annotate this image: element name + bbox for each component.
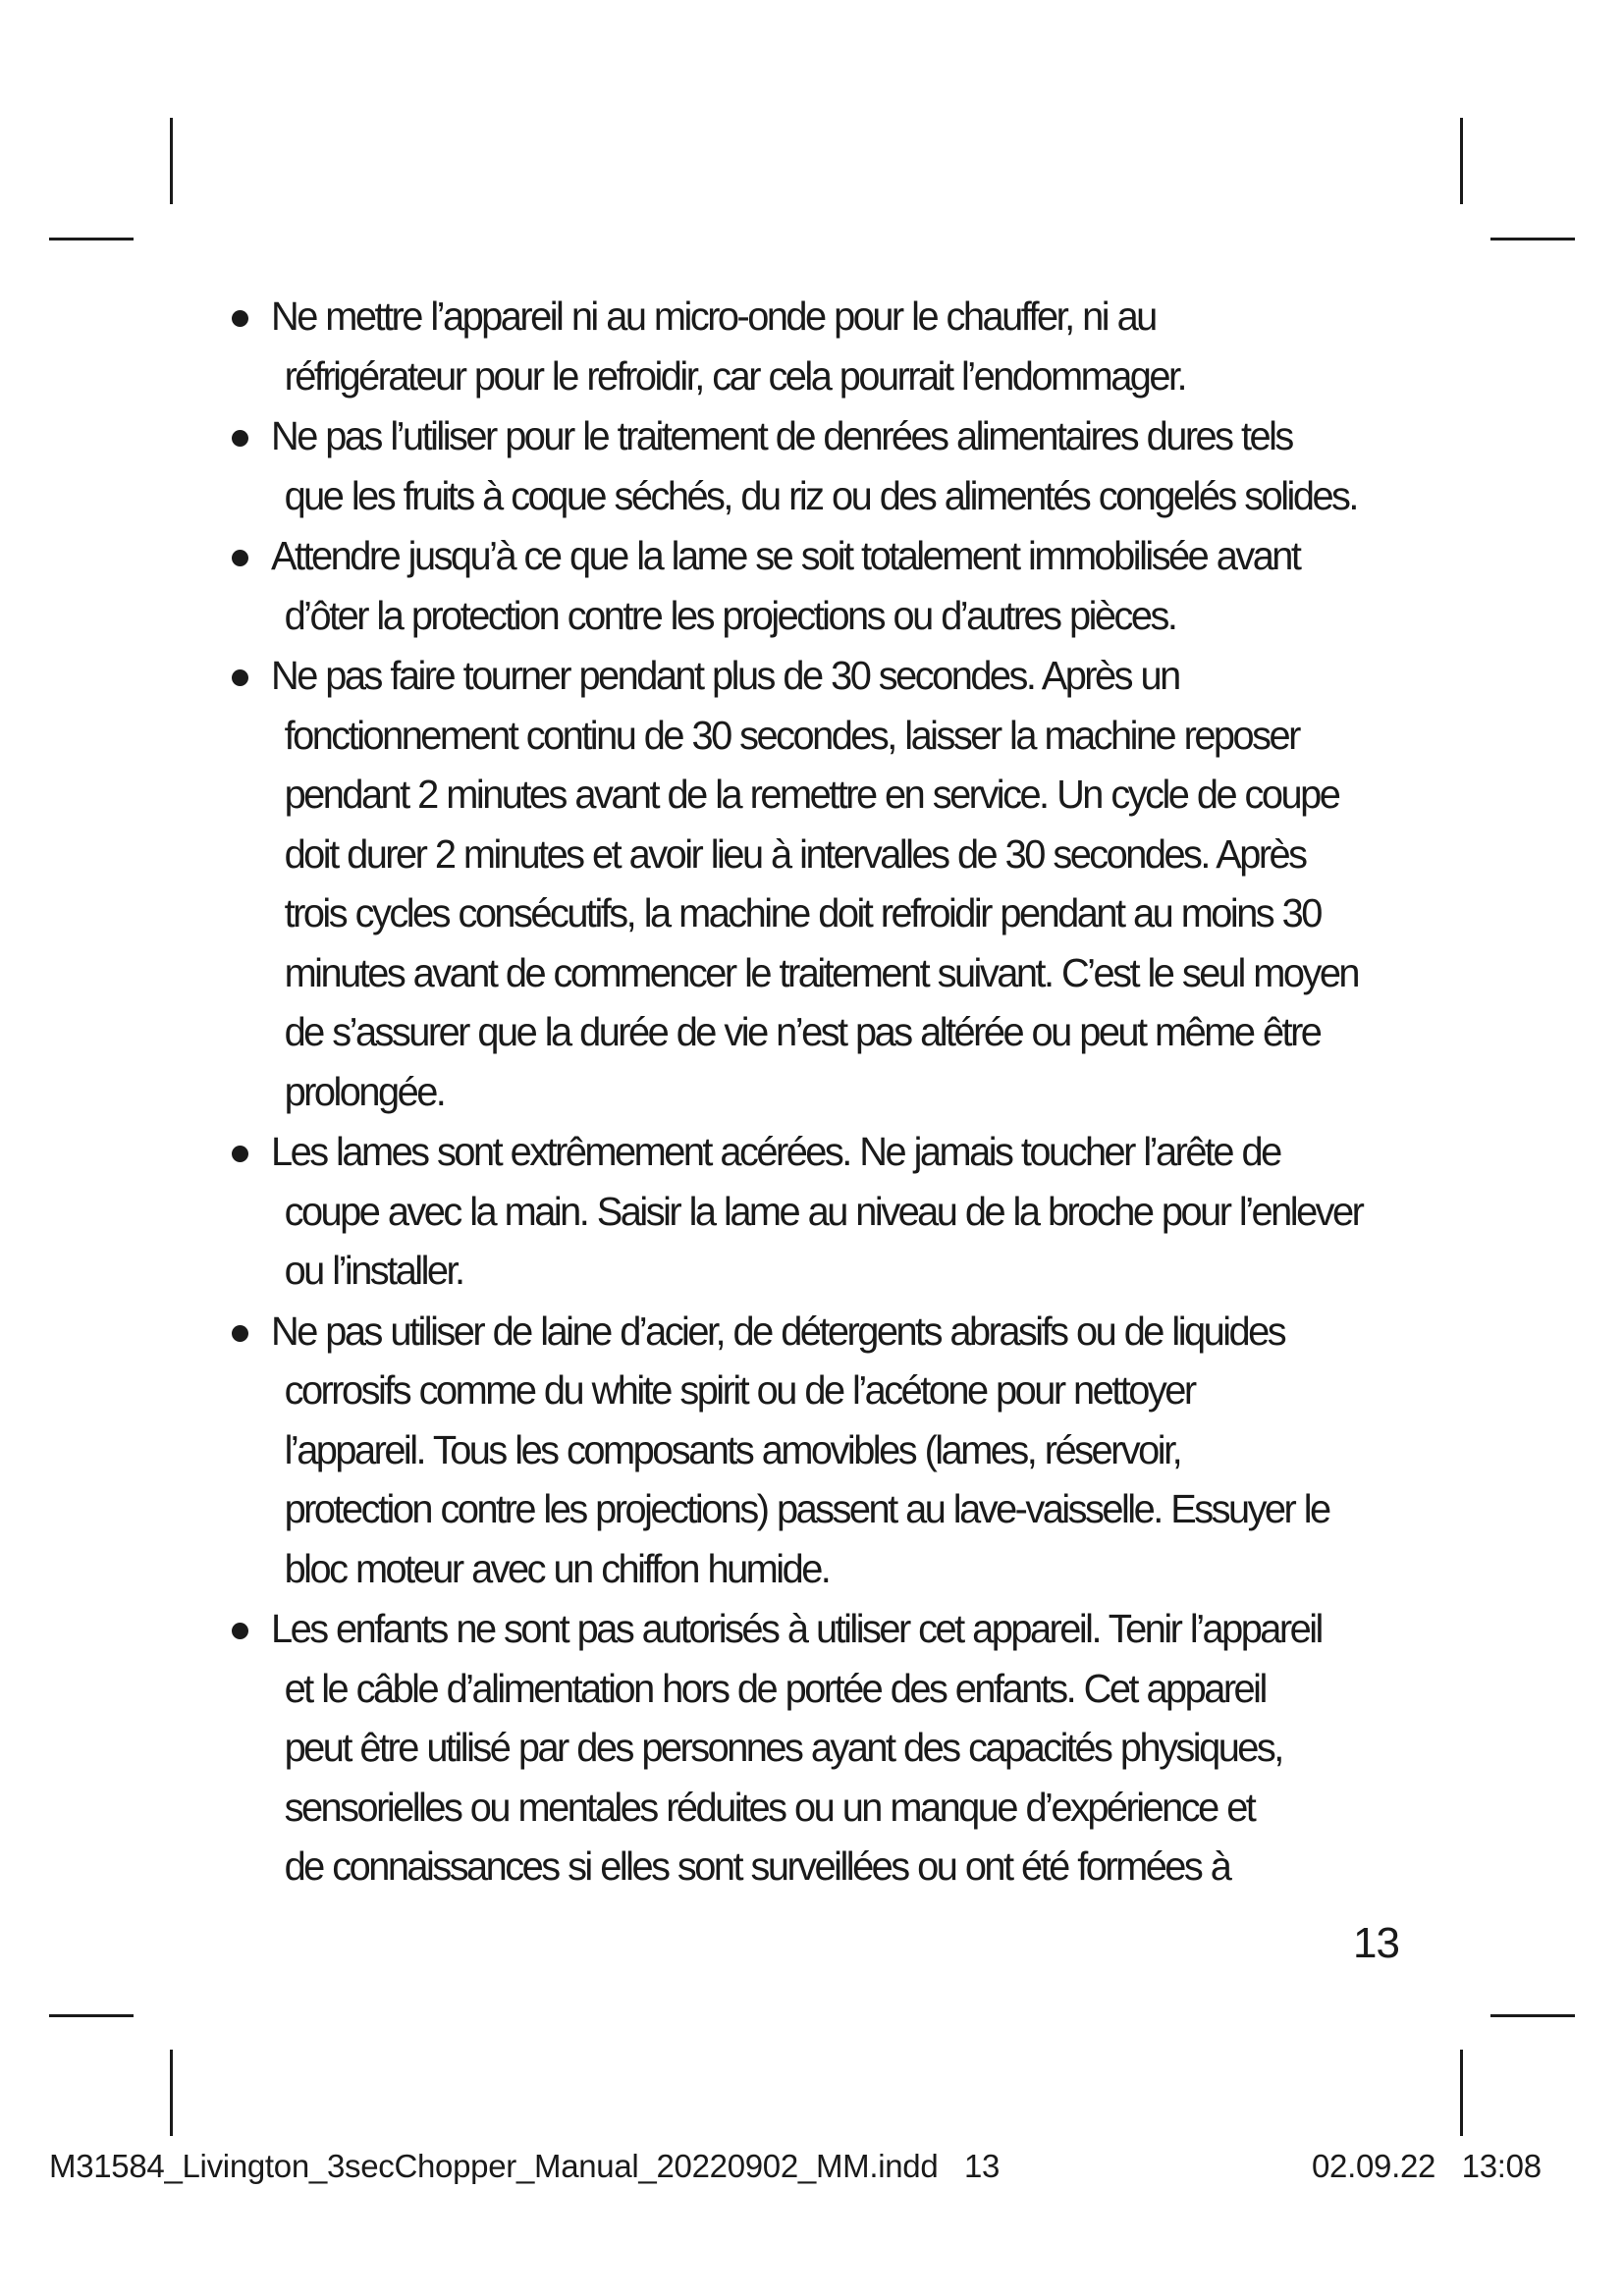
bullet-text-line: peut être utilisé par des personnes ayant des capacités physiques, <box>284 1725 1282 1770</box>
bullet-text <box>271 1599 1414 1896</box>
crop-mark-top-right-horizontal <box>1490 238 1575 240</box>
bullet-item <box>222 1599 1449 1896</box>
page-number: 13 <box>1353 1919 1399 1967</box>
bullet-dot-icon <box>232 310 248 327</box>
bullet-text <box>271 1122 1414 1301</box>
bullet-item <box>222 1122 1449 1301</box>
bullet-text-line: pendant 2 minutes avant de la remettre en service. Un cycle de coupe <box>284 772 1339 817</box>
bullet-item <box>222 526 1449 645</box>
bullet-text-line: ou l’installer. <box>284 1248 463 1293</box>
bullet-text-line: doit durer 2 minutes et avoir lieu à intervalles de 30 secondes. Après <box>284 830 1306 877</box>
bullet-text-line: Les enfants ne sont pas autorisés à utiliser cet appareil. Tenir l’appareil <box>271 1606 1322 1651</box>
bullet-text-line: de connaissances si elles sont surveillées ou ont été formées à <box>284 1843 1230 1889</box>
bullet-text-line: sensorielles ou mentales réduites ou un manque d’expérience et <box>284 1784 1255 1830</box>
bullet-text-line: l’appareil. Tous les composants amovibles (lames, réservoir, <box>284 1426 1181 1472</box>
bullet-dot-icon <box>232 1325 248 1342</box>
bullet-text-line: Ne mettre l’appareil ni au micro-onde pour le chauffer, ni au <box>271 294 1156 339</box>
manual-page-content <box>222 287 1449 1897</box>
crop-mark-bottom-right-horizontal <box>1490 2014 1575 2017</box>
slug-file-name: M31584_Livington_3secChopper_Manual_20220902_MM.indd 13 <box>49 2148 1001 2184</box>
crop-mark-top-left-horizontal <box>49 238 134 240</box>
safety-instructions-list <box>222 287 1449 1896</box>
bullet-item <box>222 287 1449 405</box>
bullet-dot-icon <box>232 550 248 566</box>
bullet-text <box>271 526 1414 645</box>
bullet-text-line: protection contre les projections) passent au lave-vaisselle. Essuyer le <box>284 1486 1329 1531</box>
bullet-item <box>222 646 1449 1121</box>
crop-mark-top-right-vertical <box>1460 118 1463 204</box>
bullet-text-line: Les lames sont extrêmement acérées. Ne jamais toucher l’arête de <box>271 1129 1280 1174</box>
crop-mark-bottom-left-horizontal <box>49 2014 134 2017</box>
bullet-text-line: corrosifs comme du white spirit ou de l’acétone pour nettoyer <box>284 1367 1195 1413</box>
bullet-text <box>271 406 1414 525</box>
slug-date-time: 02.09.22 13:08 <box>1312 2148 1542 2184</box>
bullet-text-line: coupe avec la main. Saisir la lame au niveau de la broche pour l’enlever <box>284 1188 1363 1234</box>
bullet-text-line: fonctionnement continu de 30 secondes, laisser la machine reposer <box>284 712 1299 758</box>
crop-mark-top-left-vertical <box>170 118 173 204</box>
bullet-text-line: que les fruits à coque séchés, du riz ou des alimentés congelés solides. <box>284 472 1357 518</box>
bullet-text-line: Ne pas faire tourner pendant plus de 30 secondes. Après un <box>271 653 1179 698</box>
bullet-text-line: prolongée. <box>284 1068 445 1114</box>
bullet-text-line: d’ôter la protection contre les projections ou d’autres pièces. <box>284 592 1176 638</box>
bullet-text-line: Ne pas l’utiliser pour le traitement de denrées alimentaires dures tels <box>271 413 1292 458</box>
bullet-text <box>271 1302 1414 1599</box>
bullet-text-line: Attendre jusqu’à ce que la lame se soit totalement immobilisée avant <box>271 533 1300 578</box>
bullet-text-line: bloc moteur avec un chiffon humide. <box>284 1545 830 1591</box>
bullet-item <box>222 406 1449 525</box>
bullet-dot-icon <box>232 1146 248 1162</box>
crop-mark-bottom-right-vertical <box>1460 2050 1463 2136</box>
bullet-text-line: et le câble d’alimentation hors de portée des enfants. Cet appareil <box>284 1665 1266 1711</box>
bullet-text-line: de s’assurer que la durée de vie n’est pas altérée ou peut même être <box>284 1009 1321 1054</box>
bullet-dot-icon <box>232 1623 248 1639</box>
bullet-dot-icon <box>232 430 248 447</box>
bullet-text-line: Ne pas utiliser de laine d’acier, de détergents abrasifs ou de liquides <box>271 1308 1285 1354</box>
bullet-item <box>222 1302 1449 1599</box>
bullet-text <box>271 646 1414 1121</box>
bullet-text-line: minutes avant de commencer le traitement suivant. C’est le seul moyen <box>284 949 1359 995</box>
crop-mark-bottom-left-vertical <box>170 2050 173 2136</box>
bullet-dot-icon <box>232 669 248 686</box>
bullet-text-line: trois cycles consécutifs, la machine doit refroidir pendant au moins 30 <box>284 890 1321 935</box>
bullet-text-line: réfrigérateur pour le refroidir, car cela pourrait l’endommager. <box>284 352 1186 399</box>
bullet-text <box>271 287 1414 405</box>
